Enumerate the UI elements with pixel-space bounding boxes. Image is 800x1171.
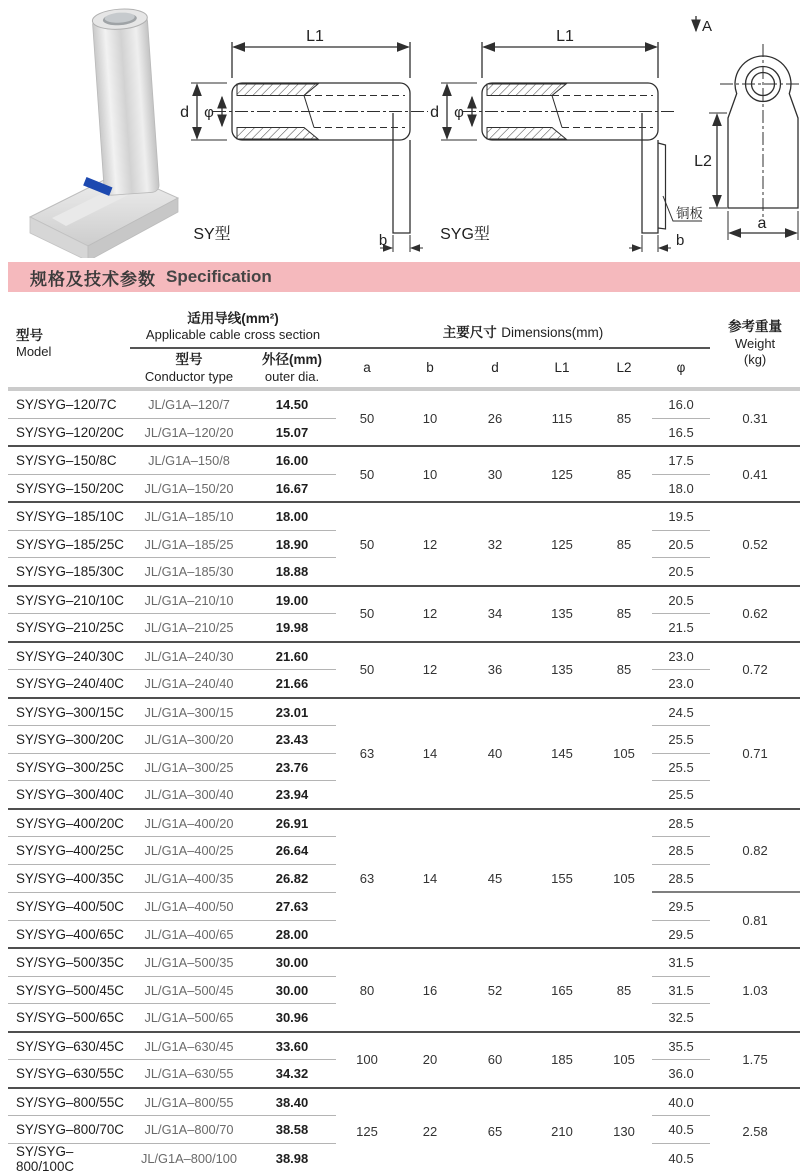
dim-b-cell: 12 [398, 642, 462, 698]
outer-dia-cell: 23.43 [248, 726, 336, 754]
conductor-type-cell: JL/G1A–300/20 [130, 726, 248, 754]
dim-L1-cell: 125 [528, 446, 596, 502]
weight-header-zh: 参考重量 [728, 319, 783, 335]
dim-b-cell: 14 [398, 698, 462, 809]
conductor-type-cell: JL/G1A–185/25 [130, 530, 248, 558]
conductor-type-cell: JL/G1A–185/30 [130, 558, 248, 586]
section-title-en: Specification [166, 267, 272, 286]
dim-L2-cell: 85 [596, 502, 652, 586]
weight-cell: 0.41 [710, 446, 800, 502]
syg-dim-label-L1: L1 [556, 28, 574, 45]
technical-drawings-area [0, 0, 800, 258]
model-cell: SY/SYG–185/30C [8, 558, 130, 586]
dim-d-cell: 40 [462, 698, 528, 809]
dim-L2-cell: 130 [596, 1088, 652, 1171]
conductor-type-cell: JL/G1A–300/25 [130, 753, 248, 781]
outer-dia-cell: 21.66 [248, 670, 336, 698]
sy-drawing [191, 42, 428, 252]
model-cell: SY/SYG–185/25C [8, 530, 130, 558]
dims-header-en: Dimensions(mm) [501, 325, 604, 341]
weight-header-unit: (kg) [743, 352, 767, 368]
dim-a-cell: 63 [336, 809, 398, 949]
table-row [8, 1032, 800, 1060]
dim-L1-cell: 185 [528, 1032, 596, 1088]
dim-a-cell: 50 [336, 502, 398, 586]
dim-phi-cell: 20.5 [652, 586, 710, 614]
dim-L1-cell: 210 [528, 1088, 596, 1171]
weight-cell: 2.58 [710, 1088, 800, 1171]
model-cell: SY/SYG–400/35C [8, 864, 130, 892]
outer-dia-cell: 30.00 [248, 948, 336, 976]
dim-b-cell: 14 [398, 809, 462, 949]
outer-dia-cell: 28.00 [248, 920, 336, 948]
outer-dia-cell: 23.76 [248, 753, 336, 781]
model-cell: SY/SYG–630/45C [8, 1032, 130, 1060]
outer-dia-cell: 27.63 [248, 892, 336, 920]
section-title-zh: 规格及技术参数 [30, 269, 156, 289]
conductor-type-cell: JL/G1A–400/65 [130, 920, 248, 948]
endview-dim-label-a: a [757, 215, 767, 232]
dim-d-cell: 26 [462, 389, 528, 446]
weight-cell: 0.81 [710, 892, 800, 948]
dim-d-cell: 65 [462, 1088, 528, 1171]
col-header-conductor [130, 348, 248, 389]
dim-phi-cell: 25.5 [652, 753, 710, 781]
dim-phi-cell: 21.5 [652, 614, 710, 642]
dim-L2-cell: 85 [596, 642, 652, 698]
conductor-type-cell: JL/G1A–400/25 [130, 837, 248, 865]
dim-b-cell: 20 [398, 1032, 462, 1088]
dim-d-cell: 32 [462, 502, 528, 586]
dim-b-cell: 10 [398, 389, 462, 446]
model-cell: SY/SYG–120/7C [8, 389, 130, 418]
sy-type-label: SY型 [193, 226, 231, 243]
dim-phi-cell: 35.5 [652, 1032, 710, 1060]
dim-L2-cell: 85 [596, 446, 652, 502]
dim-phi-cell: 40.5 [652, 1116, 710, 1144]
endview-dim-label-L2: L2 [694, 153, 712, 170]
conductor-type-cell: JL/G1A–400/35 [130, 864, 248, 892]
dim-phi-cell: 29.5 [652, 892, 710, 920]
model-cell: SY/SYG–210/10C [8, 586, 130, 614]
weight-header-en: Weight [734, 335, 776, 351]
dim-phi-cell: 24.5 [652, 698, 710, 726]
model-cell: SY/SYG–800/100C [8, 1143, 130, 1171]
dim-L2-cell: 85 [596, 948, 652, 1032]
dim-a-cell: 63 [336, 698, 398, 809]
col-header-weight [710, 300, 800, 389]
outer-dia-cell: 16.67 [248, 474, 336, 502]
conductor-type-cell: JL/G1A–185/10 [130, 502, 248, 530]
outer-dia-cell: 23.01 [248, 698, 336, 726]
cable-header-zh: 适用导线(mm²) [187, 310, 279, 326]
dim-phi-cell: 17.5 [652, 446, 710, 474]
dim-a-cell: 50 [336, 642, 398, 698]
dim-phi-cell: 25.5 [652, 726, 710, 754]
dim-a-cell: 80 [336, 948, 398, 1032]
outer-dia-cell: 26.64 [248, 837, 336, 865]
dim-phi-cell: 36.0 [652, 1060, 710, 1088]
syg-type-label: SYG型 [440, 226, 490, 243]
weight-cell: 1.75 [710, 1032, 800, 1088]
table-row [8, 642, 800, 670]
outer-dia-cell: 38.58 [248, 1116, 336, 1144]
model-cell: SY/SYG–300/25C [8, 753, 130, 781]
dim-phi-cell: 16.0 [652, 389, 710, 418]
table-row [8, 948, 800, 976]
outer-dia-cell: 14.50 [248, 389, 336, 418]
conductor-type-cell: JL/G1A–400/50 [130, 892, 248, 920]
outer-dia-cell: 18.90 [248, 530, 336, 558]
dim-phi-cell: 19.5 [652, 502, 710, 530]
model-cell: SY/SYG–300/40C [8, 781, 130, 809]
dim-phi-cell: 40.5 [652, 1143, 710, 1171]
dim-L1-cell: 125 [528, 502, 596, 586]
outer-dia-cell: 26.91 [248, 809, 336, 837]
model-cell: SY/SYG–800/55C [8, 1088, 130, 1116]
conductor-type-cell: JL/G1A–500/45 [130, 976, 248, 1004]
outer-header-en: outer dia. [264, 368, 320, 384]
model-cell: SY/SYG–500/35C [8, 948, 130, 976]
sy-dim-label-phi: φ [204, 104, 214, 121]
dim-phi-cell: 28.5 [652, 864, 710, 892]
dims-header-zh: 主要尺寸 [442, 325, 497, 341]
conductor-type-cell: JL/G1A–800/100 [130, 1143, 248, 1171]
dim-a-cell: 125 [336, 1088, 398, 1171]
table-row [8, 446, 800, 474]
conductor-type-cell: JL/G1A–300/40 [130, 781, 248, 809]
conductor-type-cell: JL/G1A–400/20 [130, 809, 248, 837]
dim-phi-cell: 31.5 [652, 948, 710, 976]
product-photo [30, 7, 178, 258]
dim-a-cell: 50 [336, 389, 398, 446]
table-row [8, 1088, 800, 1116]
outer-dia-cell: 38.98 [248, 1143, 336, 1171]
weight-cell: 0.71 [710, 698, 800, 809]
dim-L1-cell: 135 [528, 586, 596, 642]
col-header-dimensions-group [336, 300, 710, 348]
col-header-dim-2: b [398, 348, 462, 389]
dim-a-cell: 50 [336, 586, 398, 642]
dim-phi-cell: 23.0 [652, 670, 710, 698]
model-cell: SY/SYG–240/40C [8, 670, 130, 698]
outer-dia-cell: 26.82 [248, 864, 336, 892]
dim-phi-cell: 20.5 [652, 530, 710, 558]
outer-dia-cell: 38.40 [248, 1088, 336, 1116]
table-row [8, 389, 800, 418]
table-row [8, 809, 800, 837]
model-cell: SY/SYG–400/20C [8, 809, 130, 837]
dim-b-cell: 16 [398, 948, 462, 1032]
model-cell: SY/SYG–185/10C [8, 502, 130, 530]
copper-plate-label: 铜板 [676, 206, 703, 221]
dim-phi-cell: 32.5 [652, 1004, 710, 1032]
conductor-header-en: Conductor type [144, 368, 234, 384]
weight-cell: 1.03 [710, 948, 800, 1032]
outer-header-zh: 外径(mm) [262, 352, 322, 367]
model-cell: SY/SYG–300/15C [8, 698, 130, 726]
outer-dia-cell: 19.00 [248, 586, 336, 614]
section-a-label: A [702, 18, 713, 35]
dim-L1-cell: 155 [528, 809, 596, 949]
conductor-type-cell: JL/G1A–800/70 [130, 1116, 248, 1144]
conductor-type-cell: JL/G1A–210/25 [130, 614, 248, 642]
dim-L2-cell: 85 [596, 389, 652, 446]
weight-cell: 0.52 [710, 502, 800, 586]
dim-b-cell: 12 [398, 586, 462, 642]
weight-cell: 0.62 [710, 586, 800, 642]
model-cell: SY/SYG–400/25C [8, 837, 130, 865]
outer-dia-cell: 30.96 [248, 1004, 336, 1032]
model-header-en: Model [16, 344, 52, 360]
model-cell: SY/SYG–120/20C [8, 418, 130, 446]
model-cell: SY/SYG–800/70C [8, 1116, 130, 1144]
syg-drawing [441, 42, 702, 252]
model-cell: SY/SYG–500/65C [8, 1004, 130, 1032]
dim-b-cell: 12 [398, 502, 462, 586]
conductor-type-cell: JL/G1A–150/20 [130, 474, 248, 502]
dim-d-cell: 45 [462, 809, 528, 949]
dim-L2-cell: 105 [596, 698, 652, 809]
weight-cell: 0.72 [710, 642, 800, 698]
conductor-type-cell: JL/G1A–300/15 [130, 698, 248, 726]
outer-dia-cell: 30.00 [248, 976, 336, 1004]
model-cell: SY/SYG–210/25C [8, 614, 130, 642]
outer-dia-cell: 33.60 [248, 1032, 336, 1060]
dim-L1-cell: 115 [528, 389, 596, 446]
outer-dia-cell: 16.00 [248, 446, 336, 474]
section-header-bar [8, 262, 800, 292]
model-cell: SY/SYG–240/30C [8, 642, 130, 670]
conductor-type-cell: JL/G1A–120/7 [130, 389, 248, 418]
outer-dia-cell: 21.60 [248, 642, 336, 670]
dim-phi-cell: 25.5 [652, 781, 710, 809]
col-header-dim-4: L1 [528, 348, 596, 389]
conductor-type-cell: JL/G1A–500/65 [130, 1004, 248, 1032]
model-cell: SY/SYG–150/20C [8, 474, 130, 502]
conductor-type-cell: JL/G1A–500/35 [130, 948, 248, 976]
dim-phi-cell: 29.5 [652, 920, 710, 948]
outer-dia-cell: 34.32 [248, 1060, 336, 1088]
outer-dia-cell: 15.07 [248, 418, 336, 446]
col-header-dim-1: a [336, 348, 398, 389]
conductor-type-cell: JL/G1A–630/55 [130, 1060, 248, 1088]
dim-phi-cell: 18.0 [652, 474, 710, 502]
dim-phi-cell: 16.5 [652, 418, 710, 446]
dim-d-cell: 52 [462, 948, 528, 1032]
syg-dim-label-d: d [430, 104, 439, 121]
col-header-dim-6: φ [652, 348, 710, 389]
dim-L2-cell: 105 [596, 809, 652, 949]
sy-dim-label-b: b [378, 232, 388, 249]
col-header-cable-group [130, 300, 336, 348]
syg-dim-label-b: b [676, 232, 685, 249]
spec-table [8, 300, 800, 1171]
conductor-type-cell: JL/G1A–240/30 [130, 642, 248, 670]
table-row [8, 586, 800, 614]
dim-L1-cell: 165 [528, 948, 596, 1032]
outer-dia-cell: 23.94 [248, 781, 336, 809]
dim-d-cell: 30 [462, 446, 528, 502]
conductor-type-cell: JL/G1A–120/20 [130, 418, 248, 446]
model-cell: SY/SYG–300/20C [8, 726, 130, 754]
model-cell: SY/SYG–400/65C [8, 920, 130, 948]
dim-b-cell: 22 [398, 1088, 462, 1171]
dim-b-cell: 10 [398, 446, 462, 502]
dim-phi-cell: 31.5 [652, 976, 710, 1004]
sy-dim-label-d: d [180, 104, 189, 121]
conductor-type-cell: JL/G1A–150/8 [130, 446, 248, 474]
dim-a-cell: 100 [336, 1032, 398, 1088]
syg-dim-label-phi: φ [454, 104, 464, 121]
dim-d-cell: 60 [462, 1032, 528, 1088]
dim-L1-cell: 145 [528, 698, 596, 809]
dim-a-cell: 50 [336, 446, 398, 502]
dim-phi-cell: 23.0 [652, 642, 710, 670]
dim-L2-cell: 105 [596, 1032, 652, 1088]
outer-dia-cell: 19.98 [248, 614, 336, 642]
dim-d-cell: 36 [462, 642, 528, 698]
conductor-header-zh: 型号 [175, 352, 203, 367]
model-cell: SY/SYG–150/8C [8, 446, 130, 474]
dim-L1-cell: 135 [528, 642, 596, 698]
conductor-type-cell: JL/G1A–630/45 [130, 1032, 248, 1060]
weight-cell: 0.82 [710, 809, 800, 893]
model-cell: SY/SYG–630/55C [8, 1060, 130, 1088]
drawings-svg [0, 0, 800, 258]
col-header-dim-3: d [462, 348, 528, 389]
dim-d-cell: 34 [462, 586, 528, 642]
col-header-outer-dia [248, 348, 336, 389]
model-cell: SY/SYG–400/50C [8, 892, 130, 920]
conductor-type-cell: JL/G1A–210/10 [130, 586, 248, 614]
col-header-dim-5: L2 [596, 348, 652, 389]
conductor-type-cell: JL/G1A–240/40 [130, 670, 248, 698]
outer-dia-cell: 18.00 [248, 502, 336, 530]
dim-phi-cell: 28.5 [652, 837, 710, 865]
col-header-model [8, 300, 130, 389]
sy-dim-label-L1: L1 [306, 28, 324, 45]
table-row [8, 502, 800, 530]
model-cell: SY/SYG–500/45C [8, 976, 130, 1004]
cable-header-en: Applicable cable cross section [145, 327, 321, 343]
outer-dia-cell: 18.88 [248, 558, 336, 586]
dim-phi-cell: 28.5 [652, 809, 710, 837]
dim-phi-cell: 40.0 [652, 1088, 710, 1116]
conductor-type-cell: JL/G1A–800/55 [130, 1088, 248, 1116]
end-view-drawing [709, 44, 800, 240]
table-row [8, 698, 800, 726]
weight-cell: 0.31 [710, 389, 800, 446]
model-header-zh: 型号 [16, 327, 43, 343]
dim-phi-cell: 20.5 [652, 558, 710, 586]
dim-L2-cell: 85 [596, 586, 652, 642]
